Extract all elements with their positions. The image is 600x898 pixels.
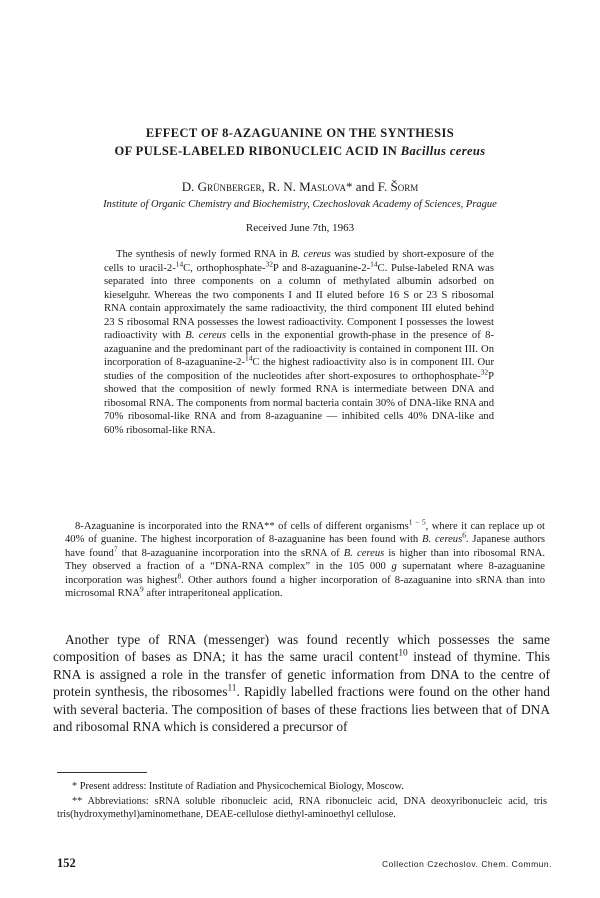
title-text: OF PULSE-LABELED RIBONUCLEIC ACID IN	[114, 144, 401, 158]
article-title-line-1: EFFECT OF 8-AZAGUANINE ON THE SYNTHESIS	[145, 126, 455, 140]
author-list: D. Grünberger, R. N. Maslova* and F. Šorm	[181, 179, 419, 194]
footnote-1: * Present address: Institute of Radiation and Physicochemical Biology, Moscow.	[72, 781, 404, 792]
author-sorm: Šorm	[390, 179, 419, 194]
footnote-divider	[57, 772, 147, 773]
affiliation: Institute of Organic Chemistry and Biochemistry, Czechoslovak Academy of Sciences, Prague	[103, 199, 497, 210]
journal-name: Collection Czechoslov. Chem. Commun.	[382, 859, 552, 869]
author-grunberger: Grünberger	[197, 179, 262, 194]
article-title-line-2	[40, 143, 560, 159]
intro-paragraph: 8-Azaguanine is incorporated into the RNA** of cells of different organisms$^{1 - 5}$, where it can replace up ot 40% of guanine. The highest incorporation of 8-azaguanine has been found with B. cereus$^6$. Japanese authors have found$^7$ that 8-azaguanine incorporation into the sRNA of B. cereus is higher than into ribosomal RNA. They observed a fraction of a “DNA-RNA complex” in the 105 000 g supernatant where 8-azaguanine incorporation was highest$^8$. Other authors found a higher incorporation of 8-azaguanine into sRNA than into microsomal RNA$^9$ after intraperitoneal application.	[65, 517, 545, 600]
footnote-2: ** Abbreviations: sRNA soluble ribonucleic acid, RNA ribonucleic acid, DNA deoxyribonucleic acid, tris tris(hydroxymethyl)aminomethane, DEAE-cellulose diethyl-aminoethyl cellulose.	[57, 796, 547, 821]
received-date: Received June 7th, 1963	[245, 222, 355, 234]
abstract: The synthesis of newly formed RNA in B. cereus was studied by short-exposure of the cells to uracil-2-$^{14}$C, orthophosphate-$^{32}$P and 8-azaguanine-2-$^{14}$C. Pulse-labeled RNA was separated into three components on a column of methylated albumin adsorbed on kieselguhr. Whereas the two components I and II eluted before 16 S or 23 S ribosomal RNA contain approximately the same radioactivity, the third component III eluted behind 23 S ribosomal RNA possesses the lowest radioactivity. Component I possesses the lowest radioactivity with B. cereus cells in the exponential growth-phase in the presence of 8-azaguanine and the predominant part of the radioactivity is contained in component III. On incorporation of 8-azaguanine-2-$^{14}$C the highest radioactivity also is in component III. Our studies of the composition of the nucleotides after short-exposures to orthophosphate-$^{32}$P showed that the composition of newly formed RNA is intermediate between DNA and ribosomal RNA. The components from normal bacteria contain 30% of DNA-like RNA and 70% ribosomal-like RNA and from 8-azaguanine — inhibited cells 40% DNA-like and 60% ribosomal-like RNA.	[104, 249, 494, 436]
author-maslova: Maslova	[299, 179, 347, 194]
page-number: 152	[57, 856, 76, 870]
title-organism: Bacillus cereus	[400, 144, 486, 158]
body-paragraph: Another type of RNA (messenger) was found recently which possesses the same composition of bases as DNA; it has the same uracil content$^{10}$ instead of thymine. This RNA is assigned a role in the transfer of genetic information from DNA to the centre of protein synthesis, the ribosomes$^{11}$. Rapidly labelled fractions were found on the other hand with several bacteria. The composition of bases of these fractions lies between that of DNA and ribosomal RNA which is considered a precursor of	[53, 632, 550, 735]
